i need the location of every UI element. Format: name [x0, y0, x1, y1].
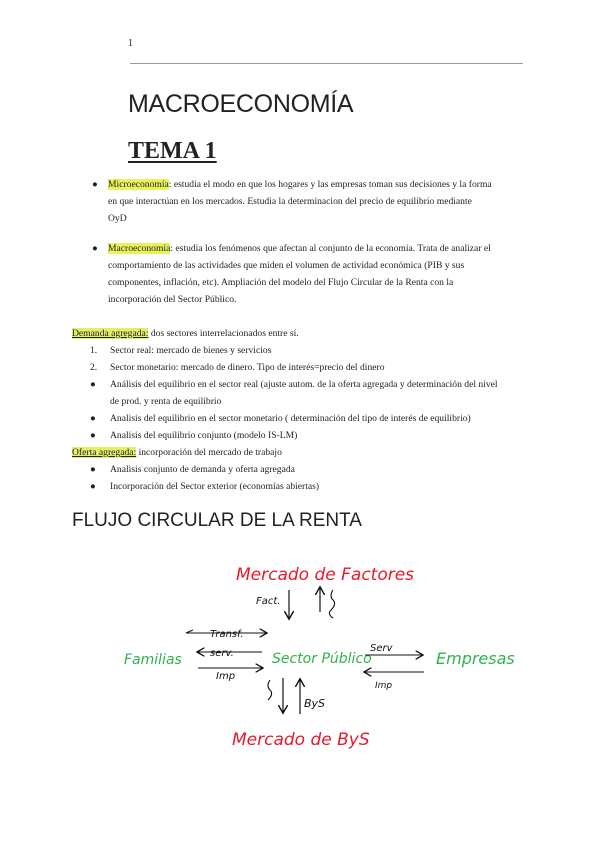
bullet-text: : estudia los fenómenos que afectan al conjunto de la economía. Trata de analizar el [170, 243, 491, 254]
label-sector-publico: Sector Público [272, 651, 372, 667]
page-number: 1 [128, 38, 133, 49]
demanda-text: dos sectores interrelacionados entre sí. [148, 328, 299, 339]
label-imp-right: Imp [375, 681, 393, 691]
topic-heading: TEMA 1 [128, 138, 217, 164]
bullet-text: : estudia el modo en que los hogares y las empresas toman sus decisiones y la forma [168, 179, 492, 190]
brace-bottom [268, 680, 272, 700]
list-item: ● Analisis conjunto de demanda y oferta agregada [90, 464, 295, 475]
label-empresas: Empresas [436, 649, 515, 668]
bullet-icon: ● [92, 179, 98, 190]
label-mercado-factores: Mercado de Factores [236, 565, 415, 585]
oferta-text: incorporación del mercado de trabajo [136, 447, 282, 458]
label-mercado-bys: Mercado de ByS [232, 730, 370, 750]
page-title: MACROECONOMÍA [128, 90, 354, 118]
label-imp-left: Imp [216, 671, 236, 682]
bullet-text: OyD [108, 213, 127, 224]
bullet-text: en que interactúan en los mercados. Estudia la determinacion del precio de equilibrio mediante [108, 196, 472, 207]
label-bys: ByS [304, 697, 326, 710]
list-item: ● Incorporación del Sector exterior (economías abiertas) [90, 481, 320, 492]
brace-top [329, 590, 334, 618]
list-item: ● Análisis del equilibrio en el sector real (ajuste autom. de la oferta agregada y determinación del nivel de prod. y renta de equilibrio [90, 379, 498, 407]
demanda-label: Demanda agregada: [72, 328, 149, 339]
list-item: 2. Sector monetario: mercado de dinero. Tipo de interés=precio del dinero [90, 362, 385, 373]
section-heading-flujo: FLUJO CIRCULAR DE LA RENTA [72, 510, 362, 531]
oferta-label: Oferta agregada: [72, 447, 137, 458]
label-transf: Transf. [210, 629, 244, 640]
list-item: ● Analisis del equilibrio en el sector monetario ( determinación del tipo de interés de equilibrio) [90, 413, 471, 424]
bullet-text: componentes, inflación, etc). Ampliación del modelo del Flujo Circular de la Renta con la [108, 277, 454, 288]
list-item: ● Analisis del equilibrio conjunto (modelo IS-LM) [90, 430, 298, 441]
label-fact: Fact. [256, 596, 281, 607]
bullet-text: incorporación del Sector Público. [108, 294, 237, 305]
label-familias: Familias [124, 652, 182, 668]
term-macroeconomia: Macroeconomía [108, 243, 171, 254]
label-serv-left: serv. [210, 648, 234, 659]
bullet-text: comportamiento de las actividades que miden el volumen de actividad económica (PIB y sus [108, 260, 465, 271]
list-item: 1. Sector real: mercado de bienes y servicios [90, 345, 272, 356]
bullet-icon: ● [92, 243, 98, 254]
label-serv-right: Serv [370, 643, 393, 654]
term-microeconomia: Microeconomía [108, 179, 169, 190]
